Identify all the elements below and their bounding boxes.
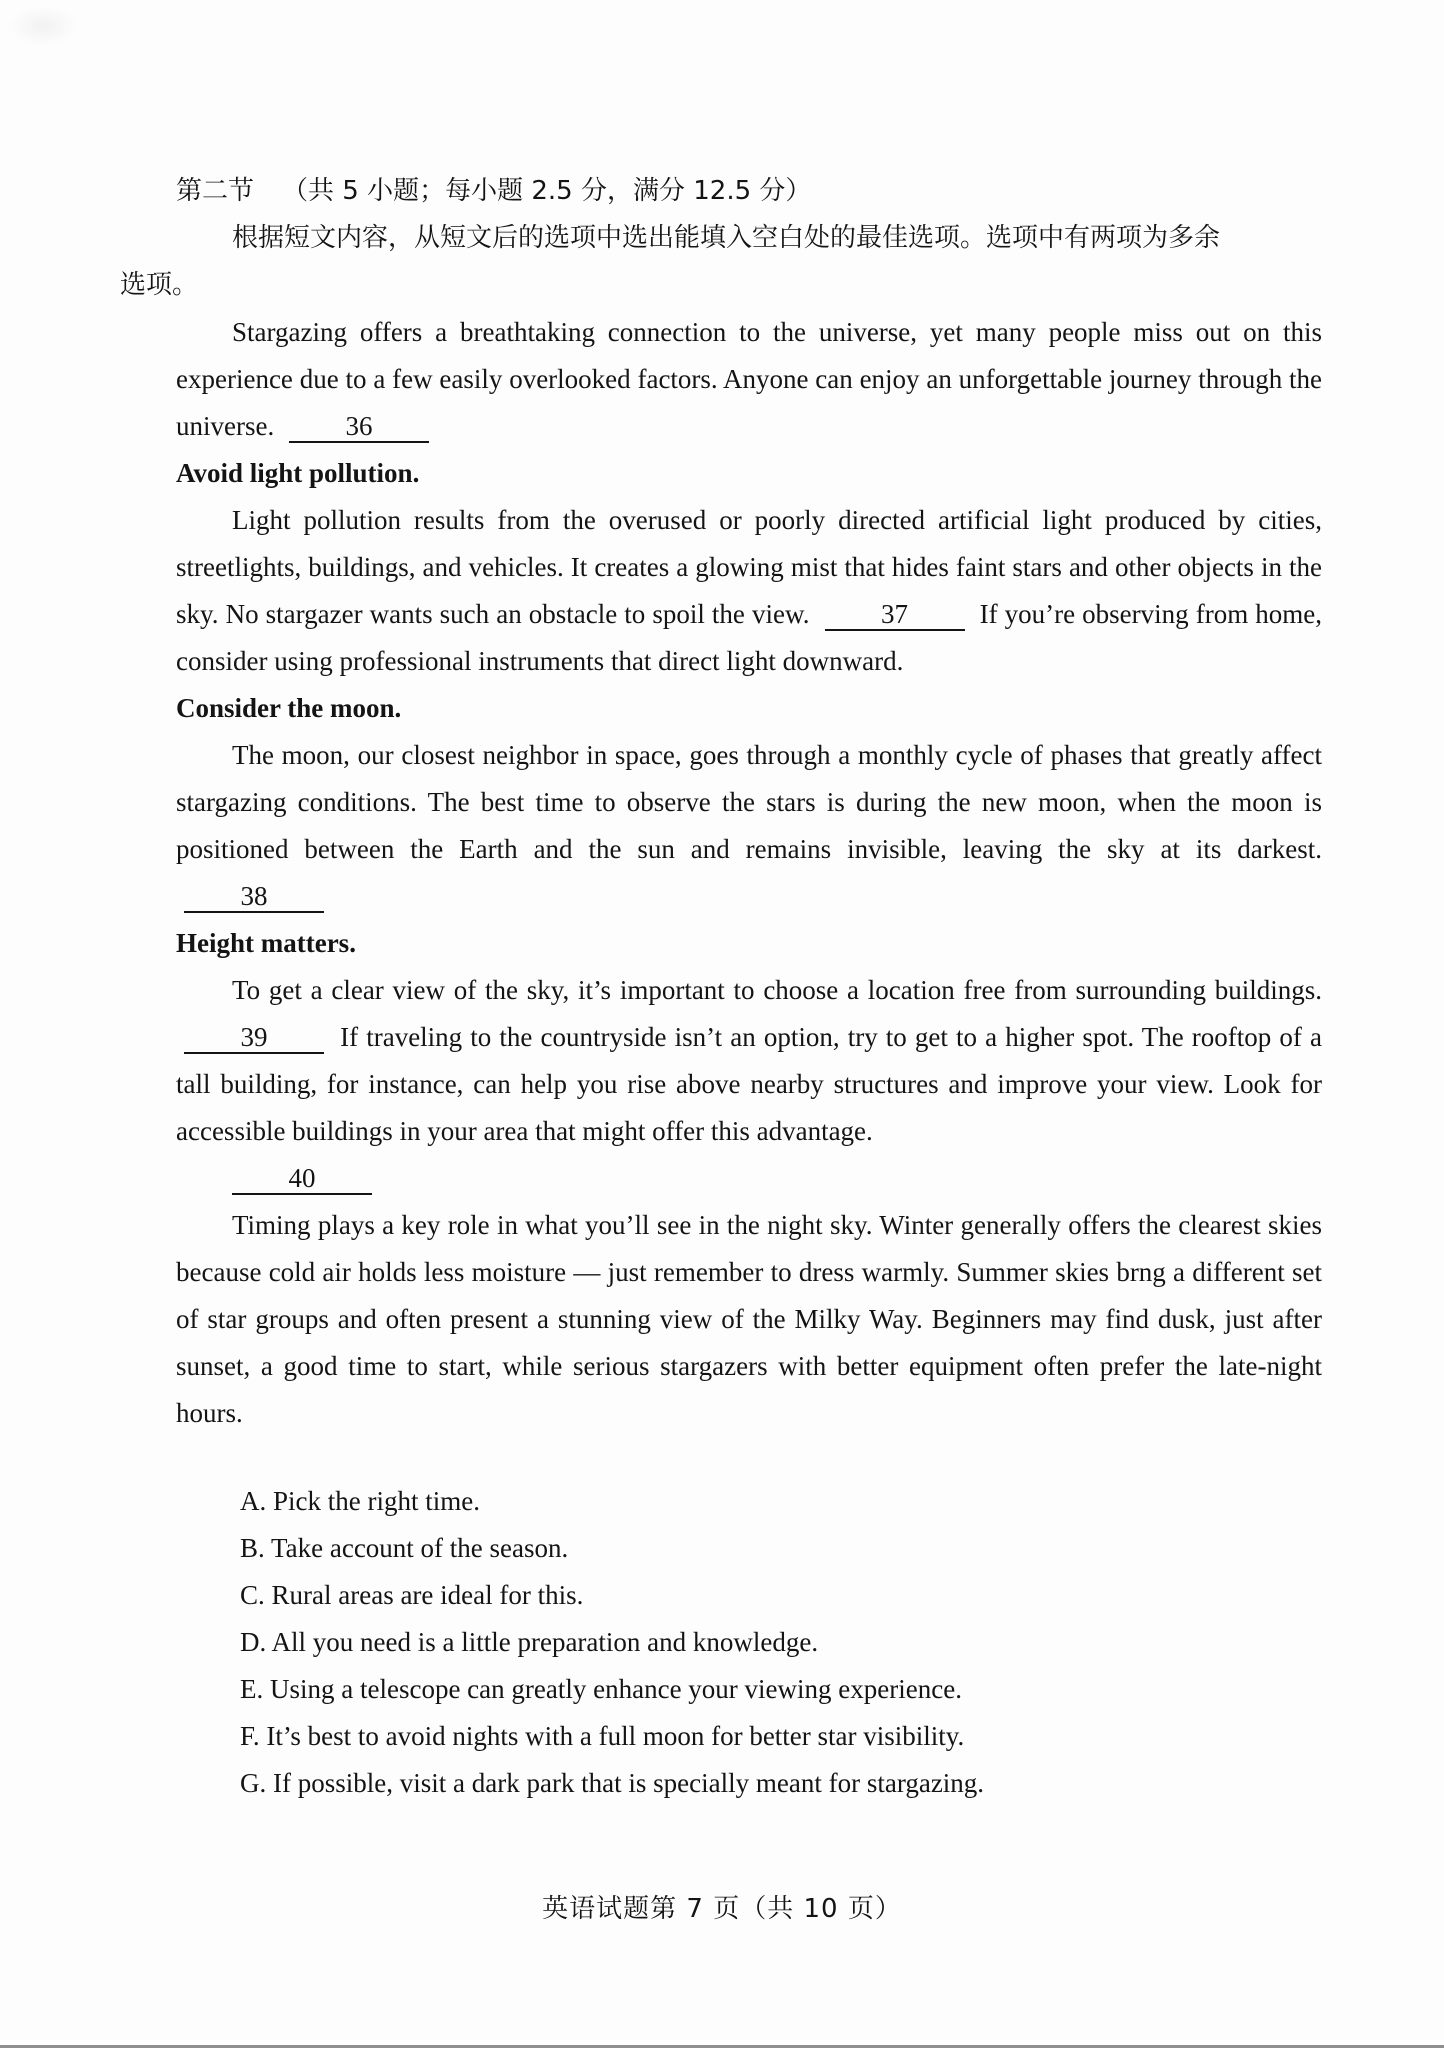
blank-40[interactable]: 40 (232, 1163, 372, 1195)
option-letter: B. (240, 1533, 265, 1563)
option-g[interactable] (240, 1760, 984, 1807)
option-text: Using a telescope can greatly enhance your viewing experience. (270, 1674, 962, 1704)
paragraph-text: If traveling to the countryside isn’t an option, try to get to a higher spot. The rooftop of a tall building, for instance, can help you rise above nearby structures and improve your view. Look for accessible buildings in your area that might offer this advantage. (176, 1022, 1322, 1146)
option-letter: A. (240, 1486, 267, 1516)
paragraph-text: If you’re observing from home, consider using professional instruments that direct light downward. (176, 599, 1322, 676)
option-text: Pick the right time. (273, 1486, 480, 1516)
intro-paragraph (176, 309, 1322, 450)
option-letter: G. (240, 1768, 267, 1798)
paragraph-moon (176, 732, 1322, 920)
option-b[interactable] (240, 1525, 984, 1572)
option-f[interactable] (240, 1713, 984, 1760)
option-e[interactable] (240, 1666, 984, 1713)
option-text: Rural areas are ideal for this. (271, 1580, 584, 1610)
blank-36[interactable]: 36 (289, 411, 429, 443)
options-list (240, 1478, 984, 1807)
option-letter: E. (240, 1674, 264, 1704)
passage-column (120, 168, 1322, 1437)
instruction-line-2: 选项。 (120, 270, 199, 300)
scan-smudge (8, 6, 78, 46)
option-a[interactable] (240, 1478, 984, 1525)
section-title: 第二节 (176, 176, 255, 206)
heading-blank-40-line (176, 1155, 1322, 1202)
option-d[interactable] (240, 1619, 984, 1666)
heading-moon: Consider the moon. (176, 693, 402, 723)
option-text: All you need is a little preparation and knowledge. (271, 1627, 819, 1657)
paragraph-text: Timing plays a key role in what you’ll see in the night sky. Winter generally offers the clearest skies because cold air holds less moisture — just remember to dress warmly. Summer skies brng a different set of star groups and often present a stunning view of the Milky Way. Beginners may find dusk, just after sunset, a good time to start, while serious stargazers with better equipment often prefer the late-night hours. (176, 1210, 1322, 1428)
heading-height: Height matters. (176, 928, 356, 958)
section-header (176, 168, 1322, 215)
paragraph-timing (176, 1202, 1322, 1437)
paragraph-height (176, 967, 1322, 1155)
heading-light-pollution: Avoid light pollution. (176, 458, 420, 488)
instruction-line-1: 根据短文内容，从短文后的选项中选出能填入空白处的最佳选项。选项中有两项为多余 (232, 223, 1221, 253)
option-letter: C. (240, 1580, 265, 1610)
option-letter: F. (240, 1721, 260, 1751)
paragraph-text: Light pollution results from the overused or poorly directed artificial light produced by cities, streetlights, buildings, and vehicles. It creates a glowing mist that hides faint stars and other objects in the sky. No stargazer wants such an obstacle to spoil the view. (176, 505, 1322, 629)
blank-39[interactable]: 39 (184, 1022, 324, 1054)
section-scoring: （共 5 小题；每小题 2.5 分，满分 12.5 分） (282, 176, 812, 206)
option-text: Take account of the season. (271, 1533, 569, 1563)
blank-37[interactable]: 37 (825, 599, 965, 631)
option-letter: D. (240, 1627, 267, 1657)
page-footer: 英语试题第 7 页（共 10 页） (542, 1894, 902, 1924)
section-instruction (120, 215, 1322, 309)
paragraph-text: To get a clear view of the sky, it’s important to choose a location free from surrounding buildings. (232, 975, 1322, 1005)
paragraph-light-pollution (176, 497, 1322, 685)
intro-text: Stargazing offers a breathtaking connection to the universe, yet many people miss out on this experience due to a few easily overlooked factors. Anyone can enjoy an unforgettable journey through the universe. (176, 317, 1322, 441)
blank-38[interactable]: 38 (184, 881, 324, 913)
option-c[interactable] (240, 1572, 984, 1619)
paragraph-text: The moon, our closest neighbor in space, goes through a monthly cycle of phases that greatly affect stargazing conditions. The best time to observe the stars is during the new moon, when the moon is positioned between the Earth and the sun and remains invisible, leaving the sky at its darkest. (176, 740, 1322, 864)
option-text: If possible, visit a dark park that is specially meant for stargazing. (273, 1768, 985, 1798)
option-text: It’s best to avoid nights with a full moon for better star visibility. (266, 1721, 965, 1751)
